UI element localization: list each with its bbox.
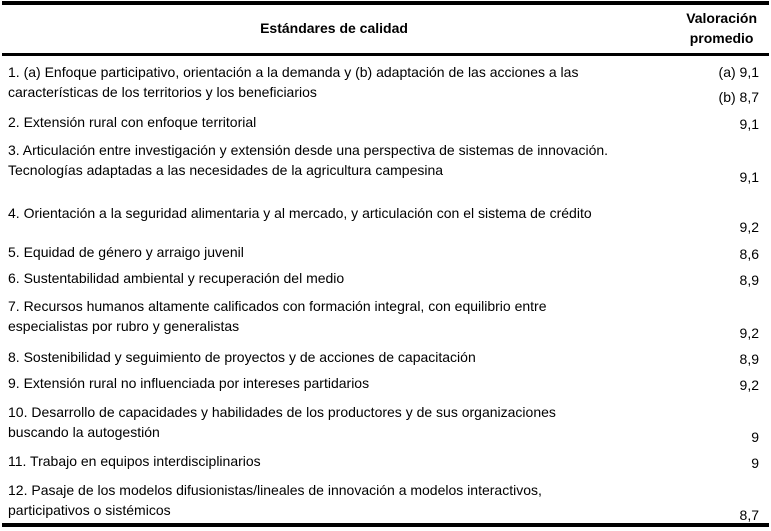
column-header-rating: [686, 8, 757, 48]
header-rule: [2, 53, 769, 56]
standard-label: [8, 402, 668, 442]
standard-label-line: 9. Extensión rural no influenciada por intereses partidarios: [8, 375, 370, 391]
standard-label-line: especialistas por rubro y generalistas: [8, 318, 240, 334]
standard-label: [8, 480, 668, 520]
standard-label-line: 4. Orientación a la seguridad alimentaria y al mercado, y articulación con el sistema de crédito: [8, 205, 592, 221]
column-header-rating-line2: promedio: [689, 30, 754, 46]
standard-label-line: 5. Equidad de género y arraigo juvenil: [8, 244, 244, 260]
column-header-standards: Estándares de calidad: [260, 20, 408, 36]
standard-label-line: 11. Trabajo en equipos interdisciplinarios: [8, 453, 261, 469]
average-rating: 9: [751, 455, 759, 471]
standard-label: [8, 203, 668, 223]
standard-label-line: 10. Desarrollo de capacidades y habilidades de los productores y de sus organizaciones: [8, 404, 556, 420]
standard-label: [8, 62, 668, 102]
average-rating: 8,6: [739, 246, 759, 262]
standard-label: [8, 140, 668, 180]
standard-label-line: 12. Pasaje de los modelos difusionistas/lineales de innovación a modelos interactivos,: [8, 482, 542, 498]
average-rating: 9: [751, 429, 759, 445]
table-top-rule: [2, 1, 769, 5]
standard-label: [8, 373, 668, 393]
standard-label-line: 6. Sustentabilidad ambiental y recuperación del medio: [8, 270, 345, 286]
standard-label-line: características de los territorios y los beneficiarios: [8, 84, 317, 100]
standard-label-line: 2. Extensión rural con enfoque territorial: [8, 114, 257, 130]
average-rating: 9,2: [739, 325, 759, 341]
standard-label: [8, 242, 668, 262]
average-rating: 9,1: [739, 116, 759, 132]
standard-label-line: Tecnologías adaptadas a las necesidades de la agricultura campesina: [8, 162, 444, 178]
average-rating: 9,2: [739, 377, 759, 393]
standard-label: [8, 112, 668, 132]
table-bottom-rule: [2, 523, 769, 527]
average-rating: (b) 8,7: [718, 89, 759, 105]
average-rating: 8,7: [739, 507, 759, 523]
standard-label-line: 1. (a) Enfoque participativo, orientación a la demanda y (b) adaptación de las acciones a las: [8, 64, 579, 80]
standard-label-line: 7. Recursos humanos altamente calificados con formación integral, con equilibrio entre: [8, 298, 547, 314]
standard-label-line: buscando la autogestión: [8, 424, 160, 440]
average-rating: 9,1: [739, 169, 759, 185]
average-rating: 8,9: [739, 272, 759, 288]
average-rating: 9,2: [739, 219, 759, 235]
standard-label-line: participativos o sistémicos: [8, 502, 171, 518]
standard-label: [8, 347, 668, 367]
standard-label: [8, 451, 668, 471]
standard-label-line: 8. Sostenibilidad y seguimiento de proyectos y de acciones de capacitación: [8, 349, 476, 365]
standard-label: [8, 296, 668, 336]
standard-label: [8, 268, 668, 288]
standard-label-line: 3. Articulación entre investigación y extensión desde una perspectiva de sistemas de innovación.: [8, 142, 609, 158]
average-rating: (a) 9,1: [718, 64, 759, 80]
average-rating: 8,9: [739, 351, 759, 367]
column-header-rating-line1: Valoración: [686, 10, 757, 26]
